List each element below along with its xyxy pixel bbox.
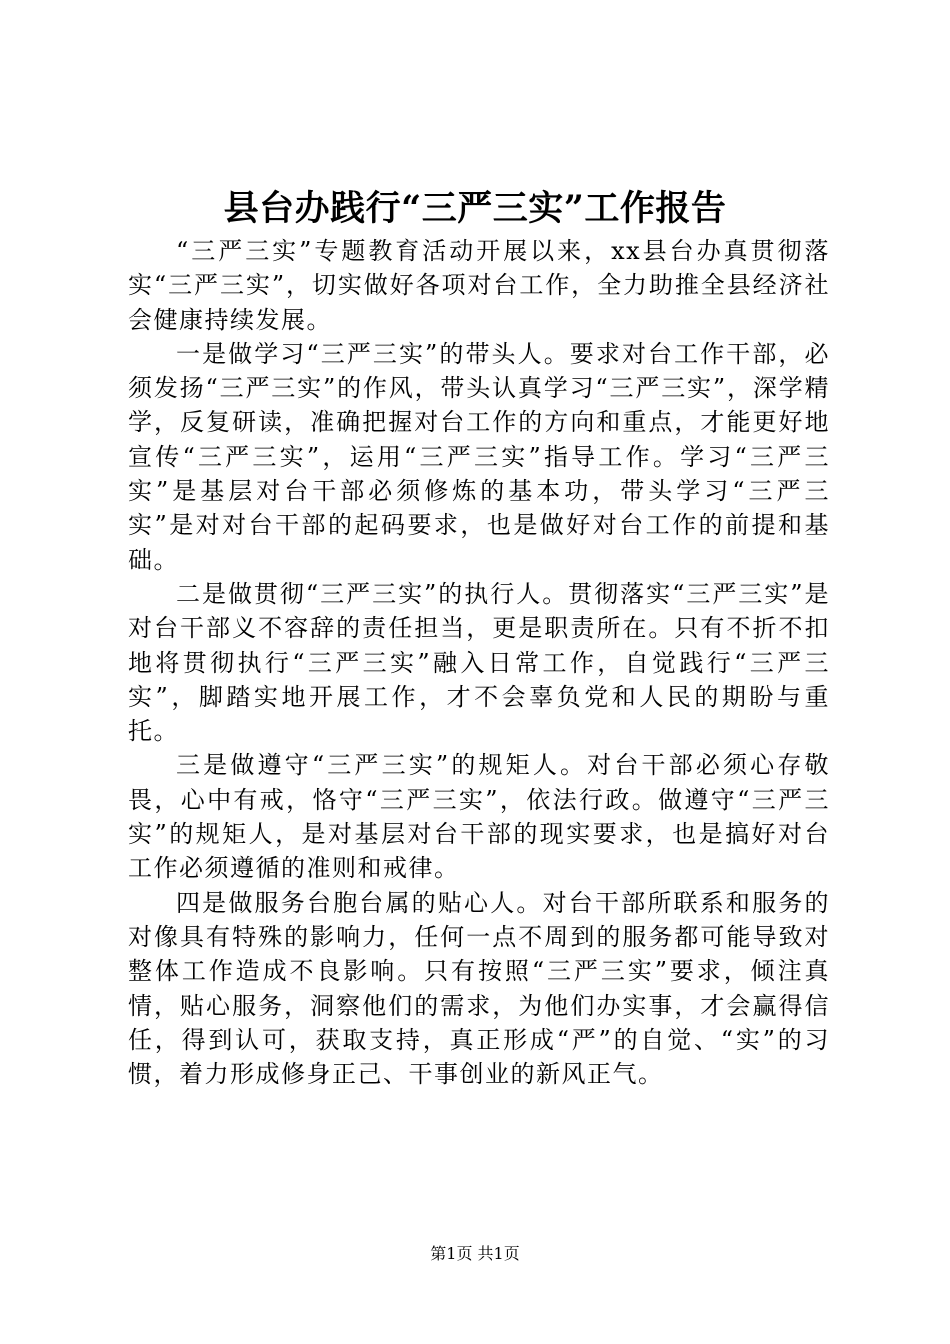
- paragraph-intro: “三严三实”专题教育活动开展以来，xx县台办真贯彻落实“三严三实”，切实做好各项对台工作，全力助推全县经济社会健康持续发展。: [128, 237, 830, 334]
- paragraph-point-2: 二是做贯彻“三严三实”的执行人。贯彻落实“三严三实”是对台干部义不容辞的责任担当，更是职责所在。只有不折不扣地将贯彻执行“三严三实”融入日常工作，自觉践行“三严三实”，脚踏实地开展工作，才不会辜负党和人民的期盼与重托。: [128, 579, 830, 746]
- page-number-footer: 第1页 共1页: [430, 1244, 520, 1263]
- paragraph-point-3: 三是做遵守“三严三实”的规矩人。对台干部必须心存敬畏，心中有戒，恪守“三严三实”，依法行政。做遵守“三严三实”的规矩人，是对基层对台干部的现实要求，也是搞好对台工作必须遵循的准则和戒律。: [128, 751, 830, 883]
- paragraph-point-1: 一是做学习“三严三实”的带头人。要求对台工作干部，必须发扬“三严三实”的作风，带头认真学习“三严三实”，深学精学，反复研读，准确把握对台工作的方向和重点，才能更好地宣传“三严三实”，运用“三严三实”指导工作。学习“三严三实”是基层对台干部必须修炼的基本功，带头学习“三严三实”是对对台干部的起码要求，也是做好对台工作的前提和基础。: [128, 339, 830, 574]
- document-body: [128, 234, 830, 1091]
- document-title: 县台办践行“三严三实”工作报告: [223, 188, 727, 229]
- paragraph-point-4: 四是做服务台胞台属的贴心人。对台干部所联系和服务的对像具有特殊的影响力，任何一点不周到的服务都可能导致对整体工作造成不良影响。只有按照“三严三实”要求，倾注真情，贴心服务，洞察他们的需求，为他们办实事，才会赢得信任，得到认可，获取支持，真正形成“严”的自觉、“实”的习惯，着力形成修身正己、干事创业的新风正气。: [128, 888, 830, 1089]
